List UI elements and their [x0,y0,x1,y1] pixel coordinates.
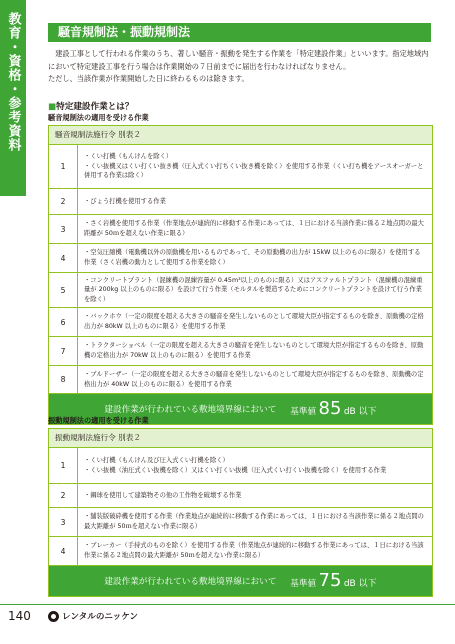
vibration-row-item: ・舗装版破砕機を使用する作業（作業地点が連続的に移動する作業にあっては、１日における当該作業に係る２地点間の最大距離が 50ｍを超えない作業に限る） [84,513,424,530]
noise-table-row [49,308,432,337]
noise-standard-label: 建設作業が行われている敷地境界線において [104,405,277,415]
noise-row-number: 5 [49,273,78,307]
vibration-subheading: 振動規制法の適用を受ける作業 [48,416,149,425]
noise-table-row [49,244,432,273]
vibration-standard-value: 75 [318,570,342,591]
vibration-row-number: 2 [49,484,78,507]
noise-row-items [78,366,432,393]
vibration-row-items [78,508,432,536]
noise-row-items [78,337,432,365]
noise-row-items [78,244,432,272]
noise-row-items [78,145,432,188]
noise-row-number: 1 [49,145,78,188]
noise-row-item: ・空気圧縮機（電動機以外の原動機を用いるものであって、その原動機の出力が 15kW 以上のものに限る）を使用する作業（さく岩機の動力として使用する作業を除く） [84,249,421,266]
noise-row-item: ・トラクターショベル（一定の限度を超える大きさの騒音を発生しないものとして環境大臣が指定するものを除き、原動機の定格出力が 70kW 以上のものに限る）を使用する作業 [84,342,424,359]
vibration-standard-label: 建設作業が行われている敷地境界線において [104,577,277,587]
noise-table [48,125,433,425]
noise-table-row [49,337,432,366]
vibration-table-header: 振動規制法施行令 別表２ [49,429,432,448]
noise-table-row [49,273,432,308]
vibration-standard-unit: dB 以下 [343,579,377,589]
noise-standard-prefix: 基準値 [290,407,317,417]
noise-row-item: ・さく岩機を使用する作業（作業地点が連続的に移動する作業にあっては、１日における当該作業に係る２地点間の最大距離が 50ｍを超えない作業に限る） [84,220,424,237]
vibration-row-item: ・くい抜機（油圧式くい抜機を除く）又はくい打くい抜機（圧入式くい打くい抜機を除く）を使用する作業 [84,466,387,474]
noise-row-items [78,215,432,243]
chapter-side-tab [0,0,26,196]
vibration-table-row [49,484,432,508]
heading-marker: ■ [48,102,57,112]
noise-row-items [78,308,432,336]
logo-text: レンタルのニッケン [62,612,139,622]
vibration-row-item: ・鋼球を使用して建築物その他の工作物を破壊する作業 [84,491,242,499]
noise-row-number: 2 [49,189,78,214]
intro-note: ただし、当該作業が作業開始した日に終わるものは除きます。 [48,74,249,84]
vibration-table-row [49,448,432,484]
noise-row-number: 3 [49,215,78,243]
intro-text [48,48,434,86]
noise-table-row [49,215,432,244]
noise-row-item: ・くい打機（もんけんを除く） [84,153,173,161]
vibration-standard-value-group [290,572,376,590]
vibration-row-item: ・くい打機（もんけん及び圧入式くい打機を除く） [84,456,229,464]
vibration-row-item: ・ブレーカー（手持式のものを除く）を使用する作業（作業地点が連続的に移動する作業にあっては、１日における当該作業に係る２地点間の最大距離が 50ｍを超えない作業に限る） [84,542,424,559]
noise-row-items [78,273,432,307]
noise-row-number: 4 [49,244,78,272]
vibration-row-items [78,484,432,507]
vibration-table [48,428,433,597]
page-title: 騒音規制法・振動規制法 [48,23,431,42]
noise-row-number: 8 [49,366,78,393]
vibration-table-row [49,508,432,537]
intro-paragraph: 建設工事として行われる作業のうち、著しい騒音・振動を発生する作業を「特定建設作業」といいます。指定地域内において特定建設工事を行う場合は作業開始の７日前までに届出を行わなければなりません。 [48,49,429,71]
noise-standard-value-group [290,400,376,418]
section-heading-text: 特定建設作業とは？ [56,102,134,112]
vibration-row-number: 3 [49,508,78,536]
noise-row-items [78,189,432,214]
chapter-side-tab-label: 教育・資格・参考資料 [5,12,21,152]
footer-rule [0,604,455,605]
noise-standard-value: 85 [318,398,342,419]
noise-row-item: ・コンクリートプラント（混練機の混練容量が 0.45m³以上のものに限る）又はアスファルトプラント（混練機の混練重量が 200kg 以上のものに限る）を設けて行う作業（モルタルを製造するためにコンクリートプラントを設けて行う作業を除く） [84,276,423,303]
noise-row-item: ・くい抜機又はくい打くい抜き機（圧入式くい打ちくい抜き機を除く）を使用する作業（くい打ち機をアースオーガーと併用する作業は除く） [84,162,424,180]
noise-table-row [49,189,432,215]
vibration-row-number: 1 [49,448,78,483]
noise-table-header: 騒音規制法施行令 別表２ [49,126,432,145]
noise-row-item: ・ブルドーザー（一定の限度を超える大きさの騒音を発生しないものとして環境大臣が指定するものを除き、原動機の定格出力が 40kW 以上のものに限る）を使用する作業 [84,370,424,388]
page-number: 140 [8,609,31,623]
vibration-standard-prefix: 基準値 [290,579,317,589]
noise-row-number: 6 [49,308,78,336]
noise-row-number: 7 [49,337,78,365]
noise-row-item: ・バックホウ（一定の限度を超える大きさの騒音を発生しないものとして環境大臣が指定するものを除き、原動機の定格出力が 80kW 以上のものに限る）を使用する作業 [84,313,424,330]
vibration-row-number: 4 [49,537,78,565]
noise-row-item: ・びょう打機を使用する作業 [84,197,166,205]
noise-subheading: 騒音規制法の適用を受ける作業 [48,113,149,122]
noise-table-row [49,366,432,394]
company-logo [48,610,138,622]
vibration-row-items [78,448,432,483]
logo-mark-icon [48,611,59,622]
noise-standard-unit: dB 以下 [343,407,377,417]
vibration-row-items [78,537,432,565]
vibration-table-row [49,537,432,566]
section-heading [48,100,133,112]
vibration-standard-bar [49,566,432,596]
noise-table-row [49,145,432,189]
